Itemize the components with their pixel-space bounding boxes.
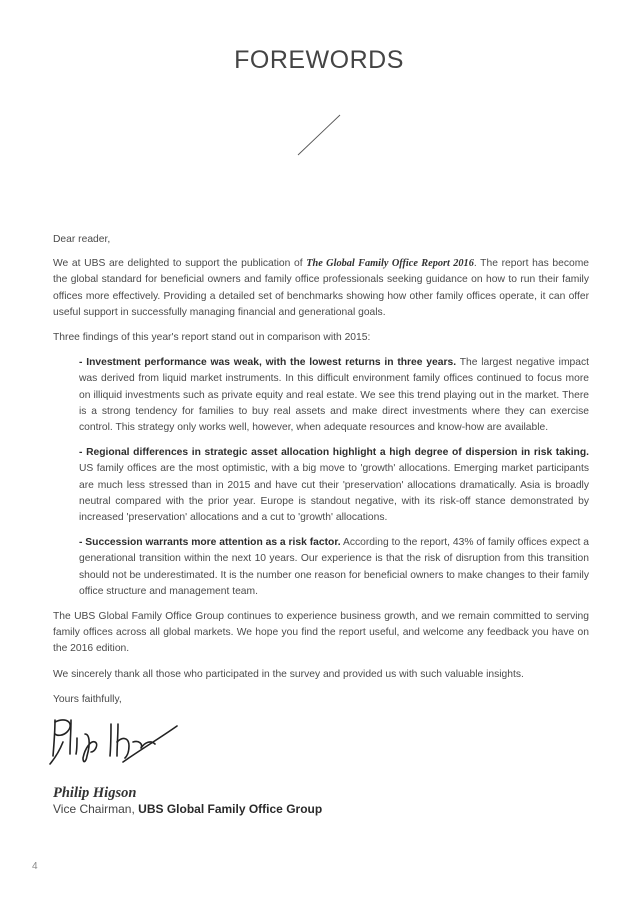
handwritten-signature <box>45 712 185 772</box>
letter-body <box>53 232 589 717</box>
finding-headline: - Regional differences in strategic asset allocation highlight a high degree of dispersion in risk taking. <box>79 447 589 459</box>
decorative-slash <box>295 112 345 158</box>
finding-headline: - Succession warrants more attention as a risk factor. <box>79 537 341 549</box>
intro-text-start: We at UBS are delighted to support the publication of <box>53 258 307 270</box>
finding-headline: - Investment performance was weak, with the lowest returns in three years. <box>79 357 457 369</box>
intro-paragraph <box>53 256 589 321</box>
signer-role <box>53 802 322 816</box>
finding-regional-differences <box>79 445 589 526</box>
closing-paragraph: The UBS Global Family Office Group continues to experience business growth, and we remain committed to serving family offices across all global markets. We hope you find the report useful, and welcome any feedback you have on the 2016 edition. <box>53 611 589 655</box>
signer-organization: UBS Global Family Office Group <box>138 802 323 816</box>
finding-text: US family offices are the most optimistic, with a big move to 'growth' allocations. Emerging market participants are much less stressed than in 2015 and have cut their 'preservation' allocations dramatically. Asia is broadly neutral compared with the prior year. Europe is standout negative, with its risk-off stance demonstrated by increased 'preservation' allocations and a cut to 'growth' allocations. <box>79 463 589 524</box>
intro-text-end: . The report has become the global standard for beneficial owners and family office professionals seeking guidance on how to run their family offices more effectively. Providing a detailed set of benchmarks showing how other family offices operate, it can offer useful support in successfully managing financial and generational goals. <box>53 258 589 318</box>
finding-investment-performance <box>79 355 589 436</box>
report-title: The Global Family Office Report 2016 <box>306 258 474 270</box>
finding-text: The largest negative impact was derived from liquid market instruments. In this difficult environment family offices continued to focus more on illiquid investments such as private equity and real estate. We see this trend playing out in the market. There is a strong tendency for families to buy real assets and make direct investments where they can exercise control. This strategy only works well, however, when adequate resources and know-how are available. <box>79 357 589 434</box>
page-title: FOREWORDS <box>234 46 404 74</box>
sign-off: Yours faithfully, <box>53 693 122 705</box>
findings-intro: Three findings of this year's report stand out in comparison with 2015: <box>53 332 371 344</box>
signer-name: Philip Higson <box>53 785 137 801</box>
findings-list <box>79 355 589 600</box>
thanks-paragraph: We sincerely thank all those who participated in the survey and provided us with such valuable insights. <box>53 668 524 680</box>
signer-title: Vice Chairman, <box>53 802 139 816</box>
page-number: 4 <box>32 861 38 872</box>
finding-text: According to the report, 43% of family offices expect a generational transition within the next 10 years. Our experience is that the risk of disruption from this transition should not be underestimated. It is the number one reason for beneficial owners to make changes to their family office structure and management team. <box>79 537 589 597</box>
salutation: Dear reader, <box>53 234 111 245</box>
finding-succession <box>79 535 589 600</box>
